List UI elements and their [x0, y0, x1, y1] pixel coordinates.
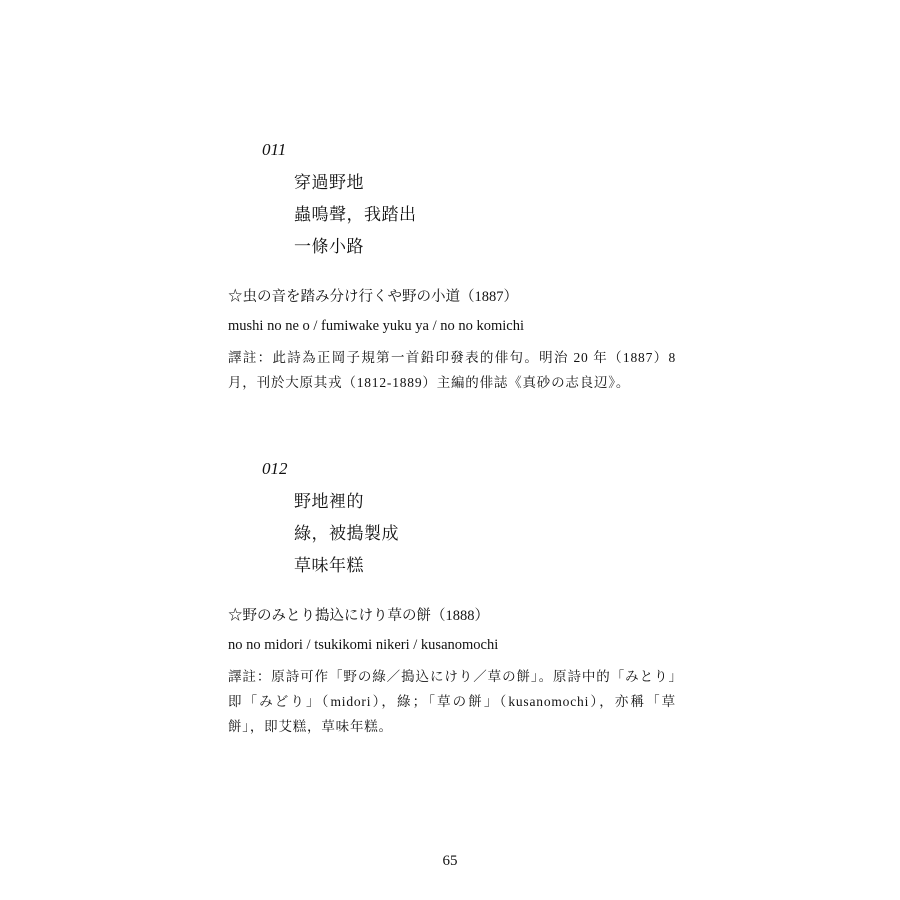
haiku-number: 012	[262, 459, 288, 478]
translator-note: 譯註：此詩為正岡子規第一首鉛印發表的俳句。明治 20 年（1887）8 月，刊於大原其戎（1812-1889）主編的俳誌《真砂の志良辺》。	[228, 350, 676, 390]
translation-line: 野地裡的	[294, 492, 364, 512]
page-number: 65	[442, 853, 458, 869]
haiku-number: 011	[262, 140, 287, 159]
translation-line: 一條小路	[294, 237, 364, 257]
haiku-romanization: no no midori / tsukikomi nikeri / kusanomochi	[228, 637, 499, 653]
translation-line: 蟲鳴聲，我踏出	[294, 205, 417, 225]
haiku-original-japanese: ☆野のみとり搗込にけり草の餅（1888）	[228, 608, 489, 624]
haiku-translation	[294, 167, 417, 263]
translator-note: 譯註：原詩可作「野の綠／搗込にけり／草の餅」。原詩中的「みとり」即「みどり」（midori），綠；「草の餅」（kusanomochi），亦稱「草餅」，即艾糕，草味年糕。	[228, 669, 676, 734]
haiku-original-japanese: ☆虫の音を踏み分け行くや野の小道（1887）	[228, 289, 518, 305]
haiku-translation	[294, 486, 399, 582]
translation-line: 綠，被搗製成	[294, 524, 399, 544]
translation-line: 穿過野地	[294, 173, 364, 193]
translation-line: 草味年糕	[294, 556, 364, 576]
haiku-romanization: mushi no ne o / fumiwake yuku ya / no no komichi	[228, 318, 525, 334]
